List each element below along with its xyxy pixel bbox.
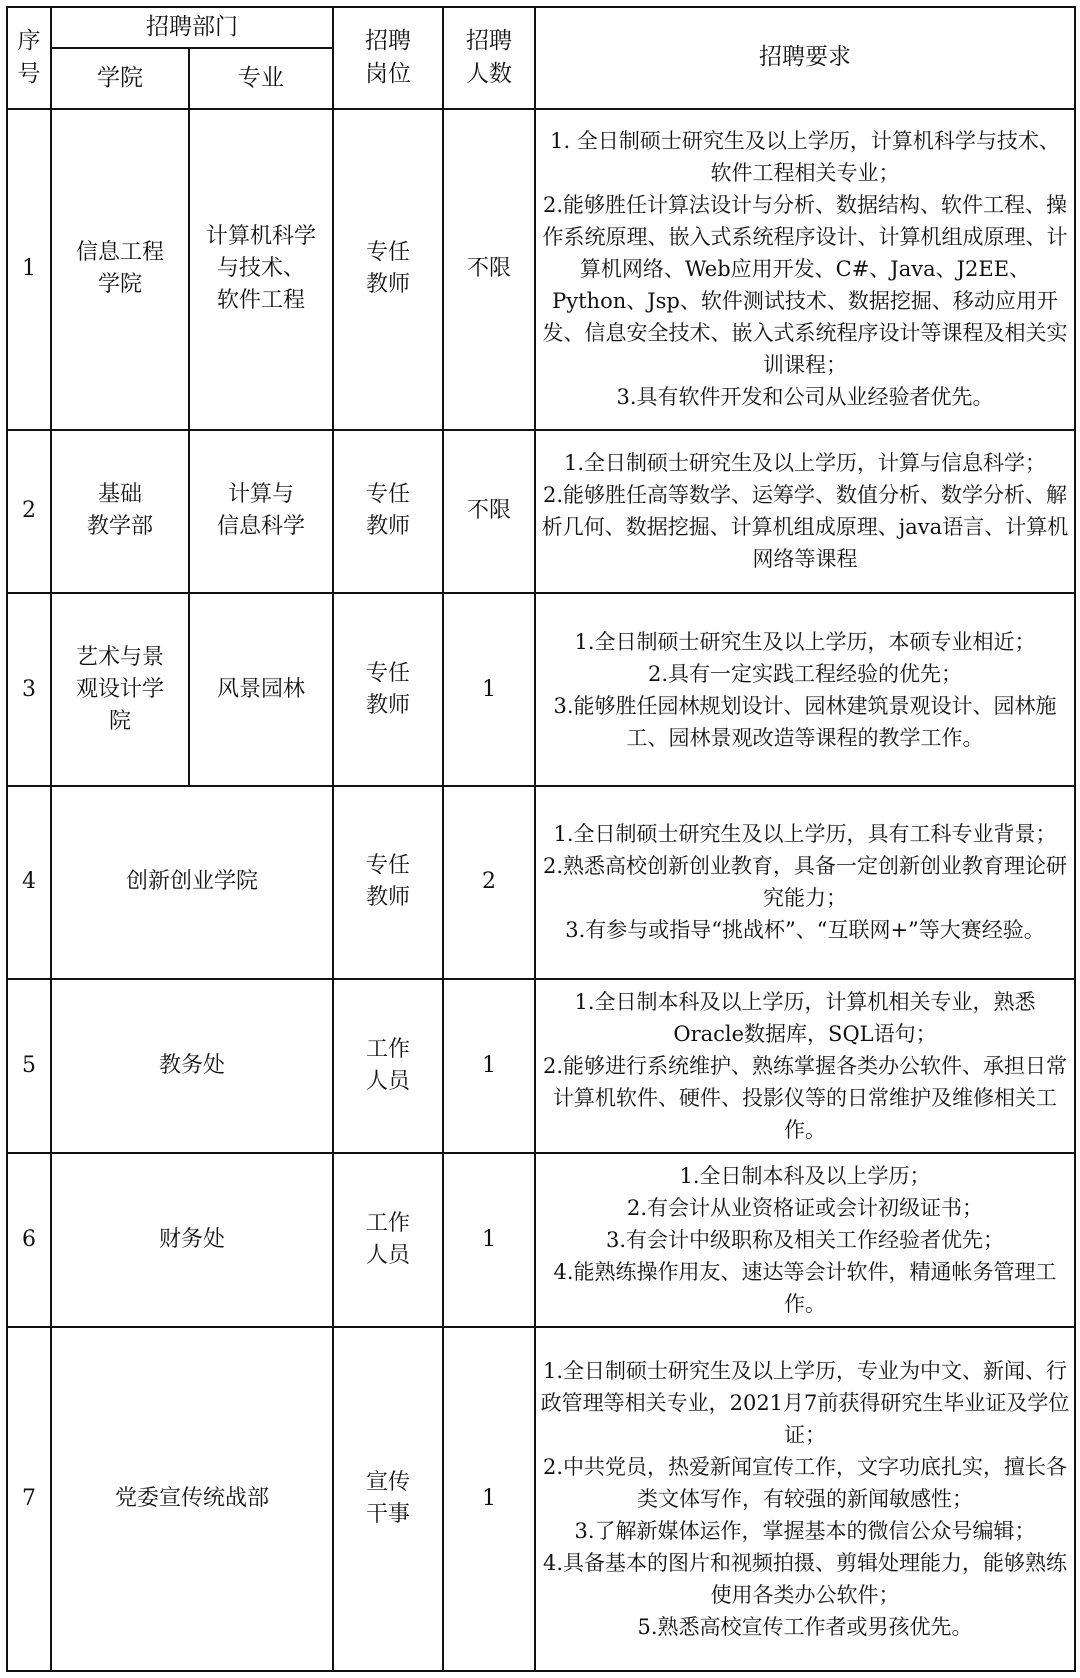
row-seq: 7 xyxy=(7,1327,51,1671)
row-seq: 6 xyxy=(7,1153,51,1327)
table-row xyxy=(7,979,1075,1153)
requirement-item: 1.全日制本科及以上学历，计算机相关专业，熟悉Oracle数据库，SQL语句； xyxy=(574,989,1036,1046)
requirement-item: 4.能熟练操作用友、速达等会计软件，精通帐务管理工作。 xyxy=(553,1260,1057,1317)
row-post: 专任 教师 xyxy=(333,430,443,594)
row-count: 不限 xyxy=(443,109,535,430)
table-row xyxy=(7,593,1075,786)
row-major: 风景园林 xyxy=(189,593,333,786)
row-requirements xyxy=(535,1327,1075,1671)
requirement-item: 1.全日制硕士研究生及以上学历，专业为中文、新闻、行政管理等相关专业，2021月7前获得研究生毕业证及学位证； xyxy=(540,1359,1070,1448)
requirement-item: 2.能够胜任计算法设计与分析、数据结构、软件工程、操作系统原理、嵌入式系统程序设计、计算机组成原理、计算机网络、Web应用开发、C#、Java、J2EE、Python、Jsp、软件测试技术、数据挖掘、移动应用开发、信息安全技术、嵌入式系统程序设计等课程及相关实训课程； xyxy=(542,193,1068,378)
row-requirements xyxy=(535,593,1075,786)
header-major: 专业 xyxy=(189,48,333,109)
table-row xyxy=(7,786,1075,979)
requirement-item: 5.熟悉高校宣传工作者或男孩优先。 xyxy=(637,1615,973,1640)
requirement-item: 3.能够胜任园林规划设计、园林建筑景观设计、园林施工、园林景观改造等课程的教学工作。 xyxy=(553,693,1057,750)
header-dept: 招聘部门 xyxy=(51,7,333,48)
row-count: 1 xyxy=(443,593,535,786)
requirement-item: 2.能够胜任高等数学、运筹学、数值分析、数学分析、解析几何、数据挖掘、计算机组成原理、java语言、计算机网络等课程 xyxy=(541,483,1069,572)
header-count: 招聘 人数 xyxy=(443,7,535,109)
header-college: 学院 xyxy=(51,48,189,109)
header-post: 招聘 岗位 xyxy=(333,7,443,109)
requirement-item: 3.了解新媒体运作，掌握基本的微信公众号编辑； xyxy=(574,1519,1036,1544)
header-seq: 序 号 xyxy=(7,7,51,109)
row-requirements xyxy=(535,979,1075,1153)
row-dept: 创新创业学院 xyxy=(51,786,333,979)
table-row xyxy=(7,1153,1075,1327)
requirement-item: 1.全日制本科及以上学历； xyxy=(679,1164,931,1189)
requirement-item: 2.中共党员，热爱新闻宣传工作，文字功底扎实，擅长各类文体写作，有较强的新闻敏感性； xyxy=(542,1455,1068,1512)
requirement-item: 2.熟悉高校创新创业教育，具备一定创新创业教育理论研究能力； xyxy=(542,854,1068,911)
row-requirements xyxy=(535,430,1075,594)
row-post: 工作 人员 xyxy=(333,979,443,1153)
requirement-item: 1.全日制硕士研究生及以上学历，计算与信息科学； xyxy=(563,451,1047,476)
row-college: 艺术与景 观设计学 院 xyxy=(51,593,189,786)
requirement-item: 1. 全日制硕士研究生及以上学历，计算机科学与技术、软件工程相关专业； xyxy=(550,129,1060,186)
row-seq: 4 xyxy=(7,786,51,979)
row-post: 专任 教师 xyxy=(333,109,443,430)
row-dept: 教务处 xyxy=(51,979,333,1153)
row-count: 2 xyxy=(443,786,535,979)
row-requirements xyxy=(535,786,1075,979)
row-count: 1 xyxy=(443,1153,535,1327)
row-seq: 1 xyxy=(7,109,51,430)
row-major: 计算与 信息科学 xyxy=(189,430,333,594)
row-dept: 财务处 xyxy=(51,1153,333,1327)
requirement-item: 2.能够进行系统维护、熟练掌握各类办公软件、承担日常计算机软件、硬件、投影仪等的日常维护及维修相关工作。 xyxy=(542,1053,1068,1142)
table-row xyxy=(7,1327,1075,1671)
row-count: 1 xyxy=(443,979,535,1153)
table-row xyxy=(7,109,1075,430)
requirement-item: 3.有会计中级职称及相关工作经验者优先； xyxy=(605,1228,1005,1253)
row-dept: 党委宣传统战部 xyxy=(51,1327,333,1671)
header-row-1 xyxy=(7,7,1075,48)
row-college: 信息工程 学院 xyxy=(51,109,189,430)
row-requirements xyxy=(535,109,1075,430)
row-requirements xyxy=(535,1153,1075,1327)
row-count: 1 xyxy=(443,1327,535,1671)
table-row xyxy=(7,430,1075,594)
row-college: 基础 教学部 xyxy=(51,430,189,594)
row-post: 工作 人员 xyxy=(333,1153,443,1327)
requirement-item: 1.全日制硕士研究生及以上学历，本硕专业相近； xyxy=(574,629,1036,654)
row-seq: 5 xyxy=(7,979,51,1153)
requirement-item: 4.具备基本的图片和视频拍摄、剪辑处理能力，能够熟练使用各类办公软件； xyxy=(542,1551,1068,1608)
recruitment-table xyxy=(6,6,1076,1672)
row-count: 不限 xyxy=(443,430,535,594)
row-post: 专任 教师 xyxy=(333,786,443,979)
row-seq: 3 xyxy=(7,593,51,786)
row-major: 计算机科学 与技术、 软件工程 xyxy=(189,109,333,430)
requirement-item: 2.有会计从业资格证或会计初级证书； xyxy=(626,1196,984,1221)
requirement-item: 1.全日制硕士研究生及以上学历，具有工科专业背景； xyxy=(553,822,1057,847)
header-requirements: 招聘要求 xyxy=(535,7,1075,109)
row-seq: 2 xyxy=(7,430,51,594)
row-post: 宣传 干事 xyxy=(333,1327,443,1671)
requirement-item: 3.具有软件开发和公司从业经验者优先。 xyxy=(616,385,994,410)
row-post: 专任 教师 xyxy=(333,593,443,786)
requirement-item: 3.有参与或指导“挑战杯”、“互联网+”等大赛经验。 xyxy=(565,918,1045,943)
requirement-item: 2.具有一定实践工程经验的优先； xyxy=(647,661,963,686)
